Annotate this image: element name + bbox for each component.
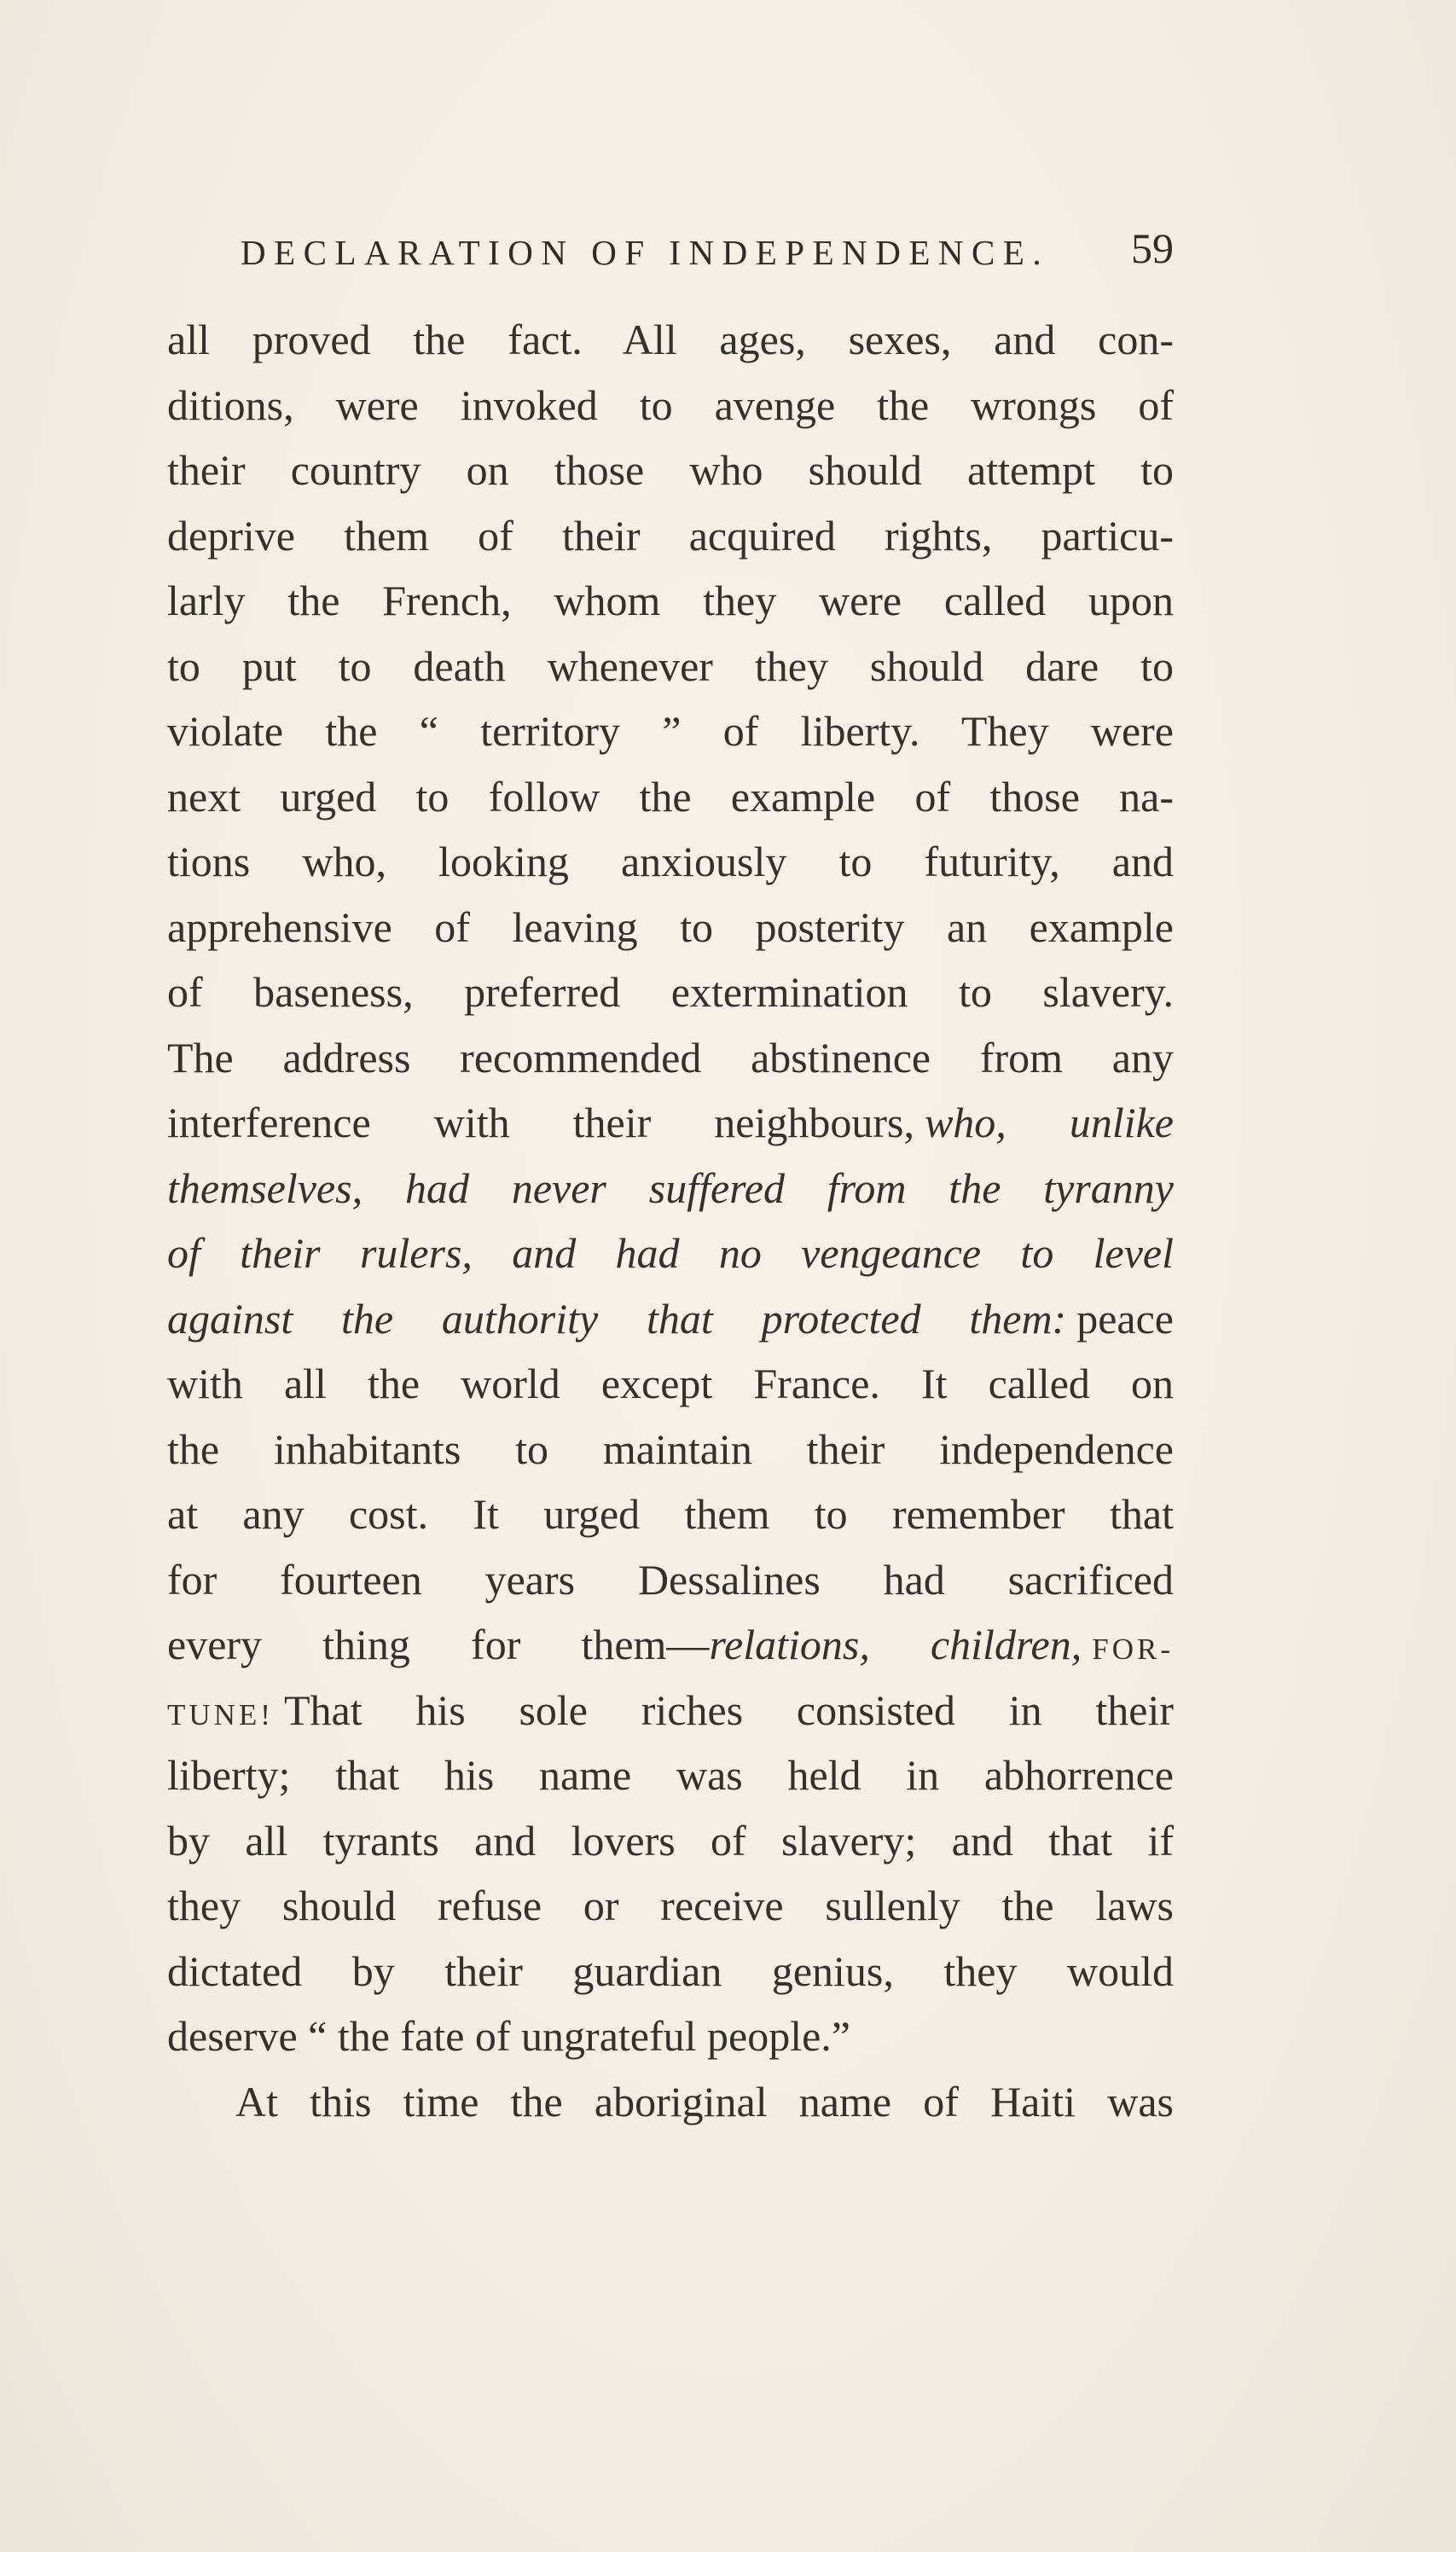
text-line-16 (167, 1286, 1174, 1352)
page-number: 59 (1131, 224, 1174, 272)
text-line-14 (167, 1156, 1174, 1221)
text-line-14-italic: themselves, had never suffered from the tyranny (167, 1163, 1174, 1212)
text-line-22 (167, 1678, 1174, 1743)
text-line-19: at any cost. It urged them to remember that (167, 1490, 1174, 1538)
text-line-17: with all the world except France. It called on (167, 1360, 1174, 1407)
text-line-21 (167, 1612, 1174, 1678)
text-line-22-smallcaps: TUNE! (167, 1697, 274, 1731)
text-line-24: by all tyrants and lovers of slavery; and that if (167, 1816, 1174, 1865)
text-line-8: next urged to follow the example of those na- (167, 772, 1174, 821)
text-line-5: larly the French, whom they were called upon (167, 577, 1174, 624)
text-line-15 (167, 1221, 1174, 1286)
body-text (167, 307, 1174, 2134)
text-line-21-smallcaps: FOR- (1092, 1633, 1174, 1666)
text-line-26: dictated by their guardian genius, they would (167, 1946, 1174, 1995)
text-line-16-italic: against the authority that protected them: (167, 1294, 1067, 1343)
text-line-13-roman: interference with their neighbours, (167, 1099, 914, 1146)
text-line-23: liberty; that his name was held in abhorrence (167, 1751, 1174, 1799)
text-line-11: of baseness, preferred extermination to slavery. (167, 968, 1174, 1016)
text-line-18: the inhabitants to maintain their independence (167, 1424, 1174, 1473)
text-line-28: At this time the aboriginal name of Haiti was (235, 2077, 1174, 2126)
text-line-27: deserve “ the fate of ungrateful people.” (167, 2012, 850, 2060)
text-line-22-roman: That his sole riches consisted in their (283, 1685, 1174, 1734)
page-header (167, 220, 1174, 280)
text-line-3: their country on those who should attempt to (167, 446, 1174, 494)
text-line-4: deprive them of their acquired rights, particu- (167, 511, 1174, 560)
text-line-16-roman: peace (1076, 1294, 1174, 1343)
text-line-12: The address recommended abstinence from any (167, 1033, 1174, 1082)
text-line-7: violate the “ territory ” of liberty. They were (167, 707, 1174, 755)
text-line-13 (167, 1090, 1174, 1156)
text-line-15-italic: of their rulers, and had no vengeance to level (167, 1229, 1174, 1277)
text-line-6: to put to death whenever they should dare to (167, 641, 1174, 690)
text-line-13-italic: who, unlike (924, 1099, 1174, 1146)
text-line-20: for fourteen years Dessalines had sacrificed (167, 1555, 1174, 1604)
text-line-25: they should refuse or receive sullenly the laws (167, 1882, 1174, 1929)
text-line-21-roman: every thing for them— (167, 1621, 710, 1668)
text-line-2: ditions, were invoked to avenge the wrongs of (167, 380, 1174, 429)
running-title: DECLARATION OF INDEPENDENCE. (241, 233, 1050, 272)
text-line-21-italic: relations, children, (709, 1621, 1082, 1668)
text-line-10: apprehensive of leaving to posterity an example (167, 902, 1174, 951)
text-line-9: tions who, looking anxiously to futurity, and (167, 838, 1174, 885)
text-line-1: all proved the fact. All ages, sexes, and con- (167, 316, 1174, 363)
